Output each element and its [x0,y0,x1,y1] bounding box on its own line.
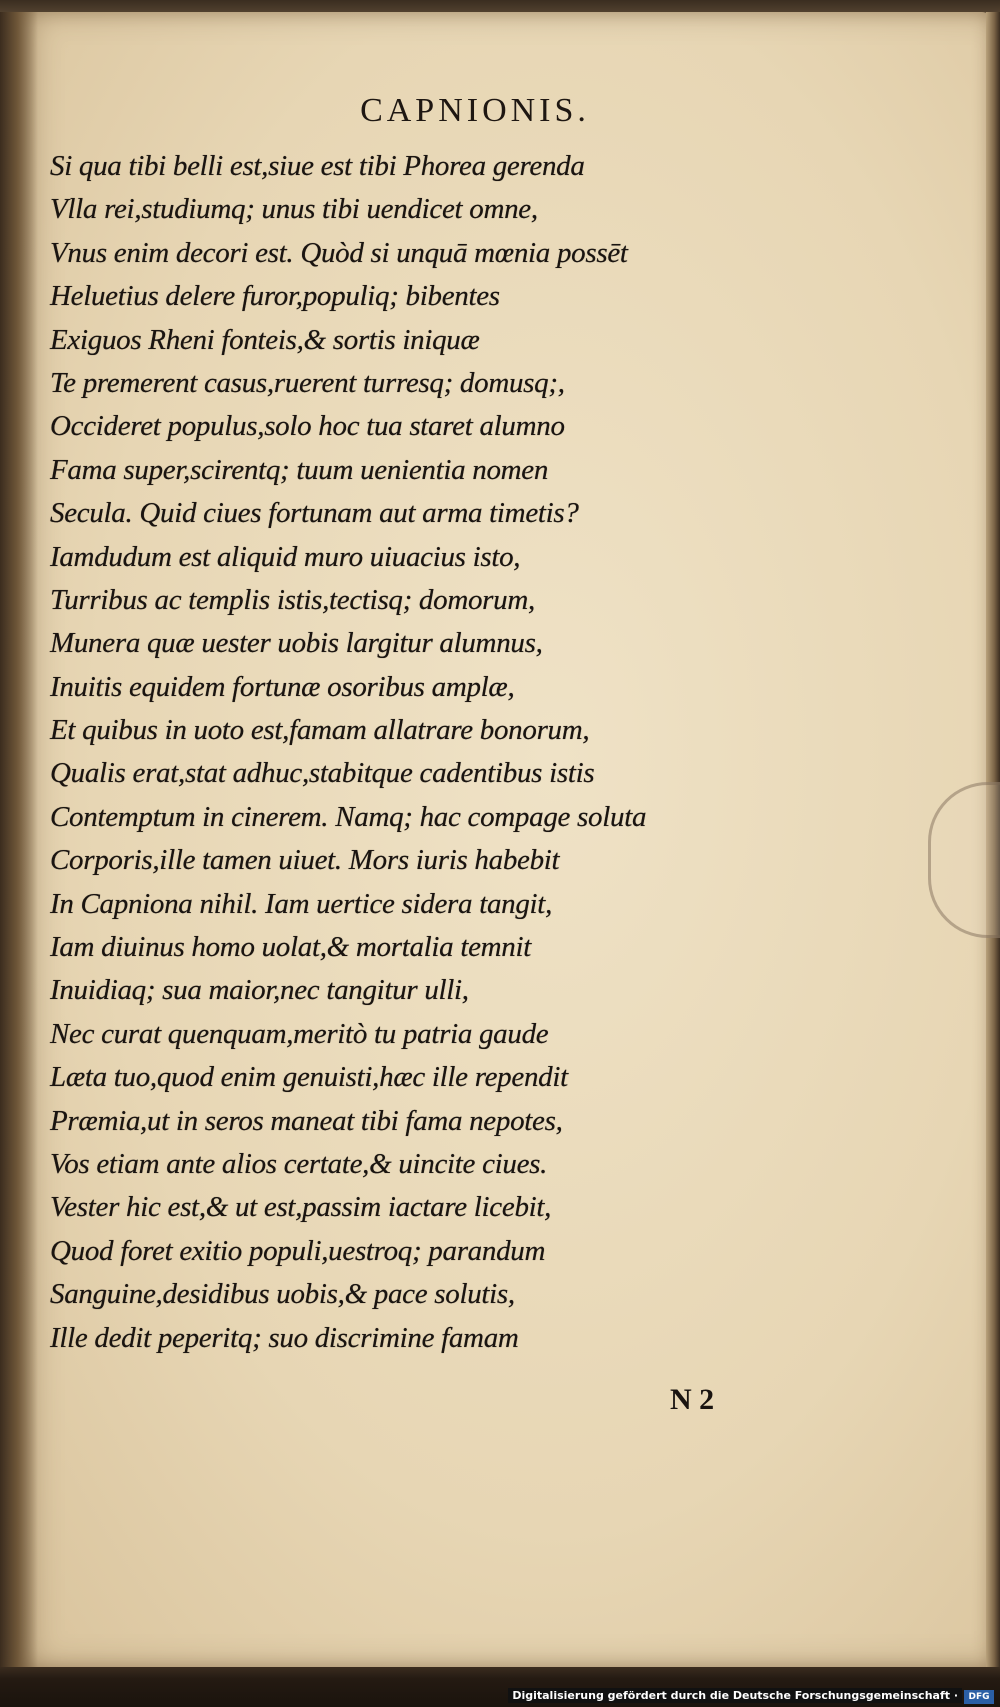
verse-line: Te premerent casus,ruerent turresq; domusq;, [50,366,565,399]
verse-line: Quod foret exitio populi,uestroq; parandum [50,1234,546,1267]
funding-credit: Digitalisierung gefördert durch die Deutsche Forschungsgemeinschaft · [508,1688,962,1703]
verse-line: Secula. Quid ciues fortunam aut arma timetis? [50,497,579,530]
verse-line: Præmia,ut in seros maneat tibi fama nepotes, [50,1104,563,1137]
verse-line: Munera quæ uester uobis largitur alumnus, [50,627,543,660]
verse-line: Vester hic est,& ut est,passim iactare licebit, [50,1191,552,1224]
verse-line: In Capniona nihil. Iam uertice sidera tangit, [50,887,553,920]
verse-line: Iam diuinus homo uolat,& mortalia temnit [50,931,532,964]
verse-line: Exiguos Rheni fonteis,& sortis iniquæ [50,323,480,356]
verse-line: Occideret populus,solo hoc tua staret alumno [50,410,565,443]
verse-line: Turribus ac templis istis,tectisq; domorum, [50,583,535,616]
signature-mark: N 2 [670,1383,715,1416]
verse-line: Heluetius delere furor,populiq; bibentes [50,280,500,313]
verse-line: Vlla rei,studiumq; unus tibi uendicet omne, [50,193,538,226]
verse-line: Nec curat quenquam,meritò tu patria gaude [50,1017,549,1050]
verse-line: Inuitis equidem fortunæ osoribus amplæ, [50,670,515,703]
verse-line: Fama super,scirentq; tuum uenientia nomen [50,453,549,486]
dfg-logo-icon: DFG [964,1690,994,1704]
verse-line: Vos etiam ante alios certate,& uincite ciues. [50,1147,548,1180]
verse-line: Iamdudum est aliquid muro uiuacius isto, [50,540,521,573]
verse-line: Si qua tibi belli est,siue est tibi Phorea gerenda [50,150,585,182]
verse-line: Sanguine,desidibus uobis,& pace solutis, [50,1278,515,1311]
verse-block [50,145,750,1360]
binding-gutter [0,12,38,1667]
footer-bar [0,1667,1000,1707]
verse-line: Inuidiaq; sua maior,nec tangitur ulli, [50,974,469,1007]
verse-line: Corporis,ille tamen uiuet. Mors iuris habebit [50,844,560,877]
verse-line: Contemptum in cinerem. Namq; hac compage soluta [50,800,647,833]
running-head: CAPNIONIS. [360,92,590,129]
verse-line: Vnus enim decori est. Quòd si unquā mœnia possēt [50,236,628,269]
verse-line: Qualis erat,stat adhuc,stabitque cadentibus istis [50,757,595,790]
verse-line: Læta tuo,quod enim genuisti,hæc ille rependit [50,1061,568,1094]
verse-line: Et quibus in uoto est,famam allatrare bonorum, [50,714,590,747]
verse-line: Ille dedit peperitq; suo discrimine famam [50,1321,519,1354]
